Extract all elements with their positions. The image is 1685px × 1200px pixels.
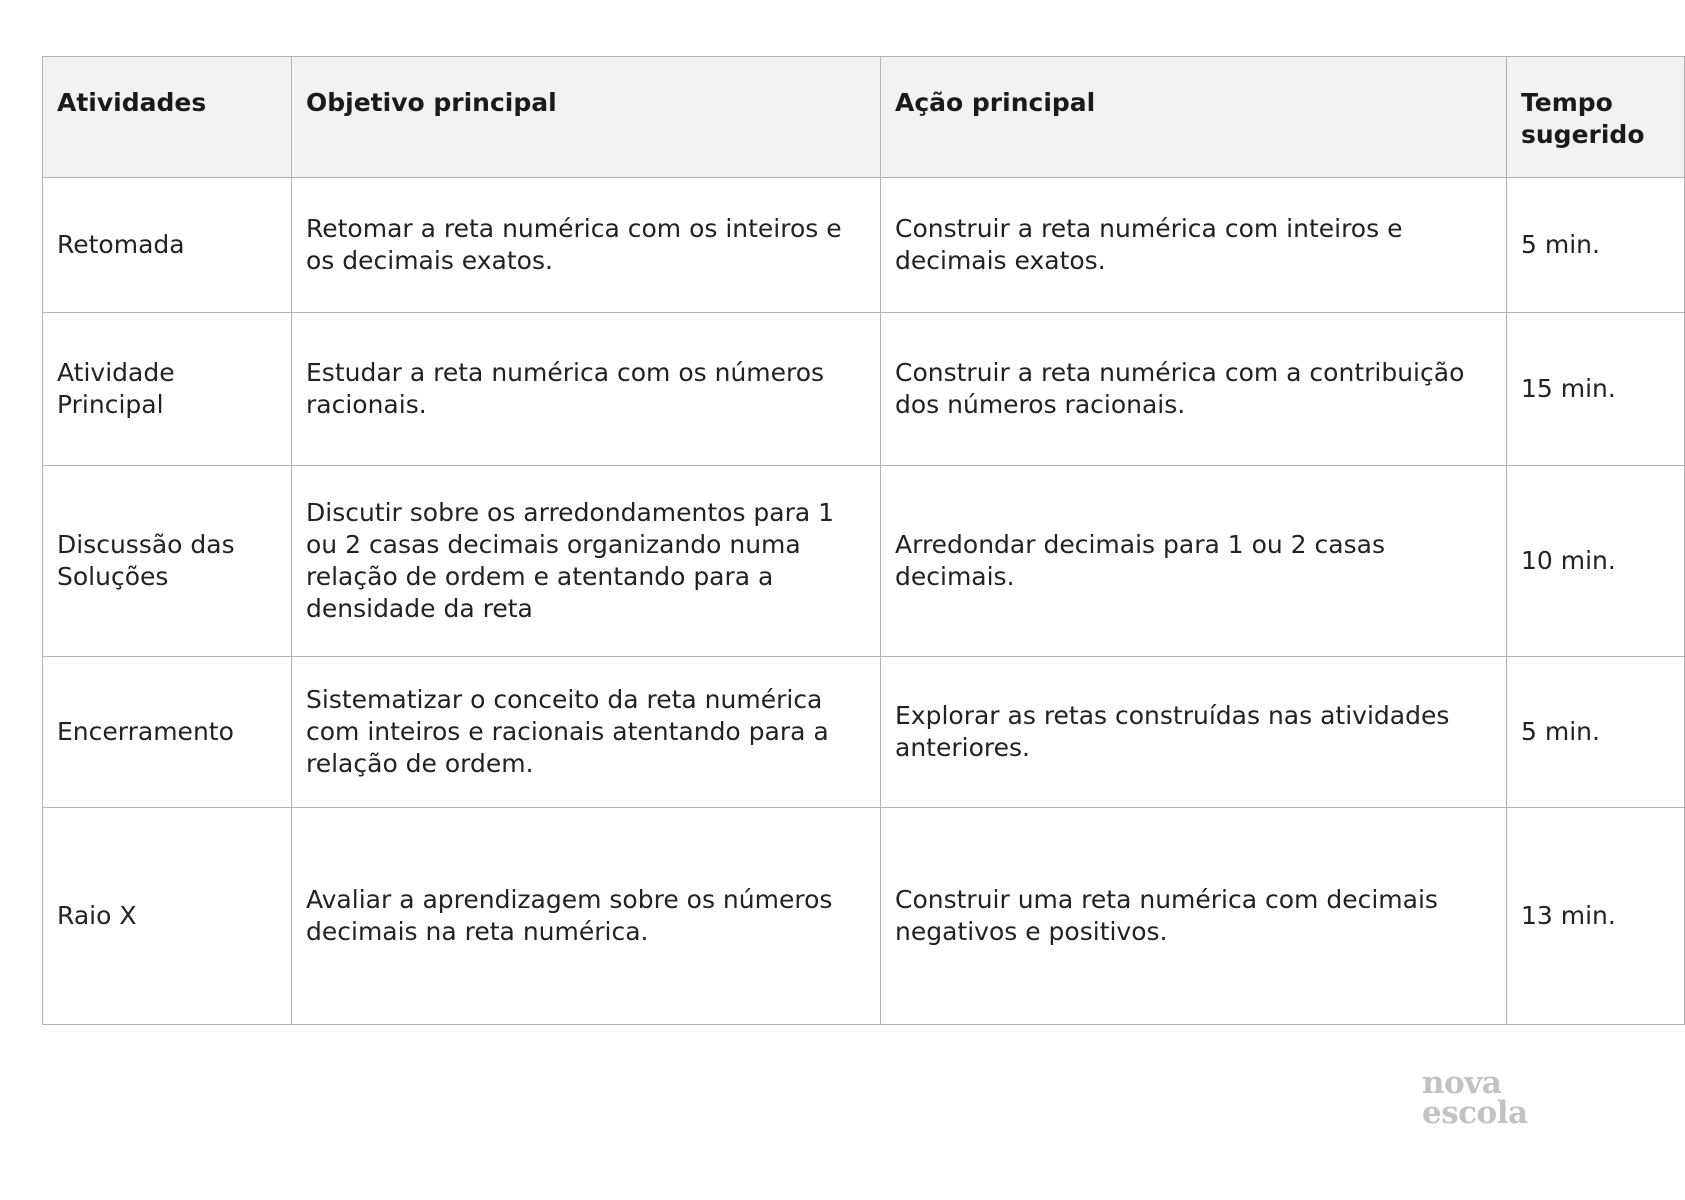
header-atividades: Atividades	[43, 57, 292, 178]
table-header-row	[43, 57, 1685, 178]
cell-tempo: 5 min.	[1507, 178, 1685, 313]
cell-tempo: 15 min.	[1507, 313, 1685, 466]
table-row	[43, 466, 1685, 657]
header-tempo-sugerido: Tempo sugerido	[1507, 57, 1685, 178]
cell-atividade: Raio X	[43, 808, 292, 1025]
logo-line-escola: escola	[1422, 1095, 1528, 1131]
cell-acao: Construir a reta numérica com inteiros e decimais exatos.	[881, 178, 1507, 313]
cell-tempo: 10 min.	[1507, 466, 1685, 657]
cell-acao: Construir a reta numérica com a contribuição dos números racionais.	[881, 313, 1507, 466]
cell-atividade: Discussão das Soluções	[43, 466, 292, 657]
header-objetivo-principal: Objetivo principal	[292, 57, 881, 178]
cell-atividade: Retomada	[43, 178, 292, 313]
cell-atividade: Encerramento	[43, 657, 292, 808]
logo-line-nova: nova	[1422, 1065, 1502, 1101]
lesson-plan-table	[42, 56, 1685, 1025]
cell-acao: Explorar as retas construídas nas atividades anteriores.	[881, 657, 1507, 808]
cell-atividade: Atividade Principal	[43, 313, 292, 466]
cell-tempo: 5 min.	[1507, 657, 1685, 808]
header-acao-principal: Ação principal	[881, 57, 1507, 178]
table-row	[43, 313, 1685, 466]
cell-objetivo: Estudar a reta numérica com os números racionais.	[292, 313, 881, 466]
cell-objetivo: Retomar a reta numérica com os inteiros e os decimais exatos.	[292, 178, 881, 313]
table-row	[43, 657, 1685, 808]
nova-escola-logo	[1422, 1065, 1528, 1131]
cell-tempo: 13 min.	[1507, 808, 1685, 1025]
cell-acao: Construir uma reta numérica com decimais negativos e positivos.	[881, 808, 1507, 1025]
lesson-plan-table-container	[42, 56, 1645, 1025]
table-row	[43, 808, 1685, 1025]
cell-objetivo: Sistematizar o conceito da reta numérica com inteiros e racionais atentando para a relação de ordem.	[292, 657, 881, 808]
cell-acao: Arredondar decimais para 1 ou 2 casas decimais.	[881, 466, 1507, 657]
table-row	[43, 178, 1685, 313]
cell-objetivo: Discutir sobre os arredondamentos para 1 ou 2 casas decimais organizando numa relação de ordem e atentando para a densidade da reta	[292, 466, 881, 657]
cell-objetivo: Avaliar a aprendizagem sobre os números decimais na reta numérica.	[292, 808, 881, 1025]
